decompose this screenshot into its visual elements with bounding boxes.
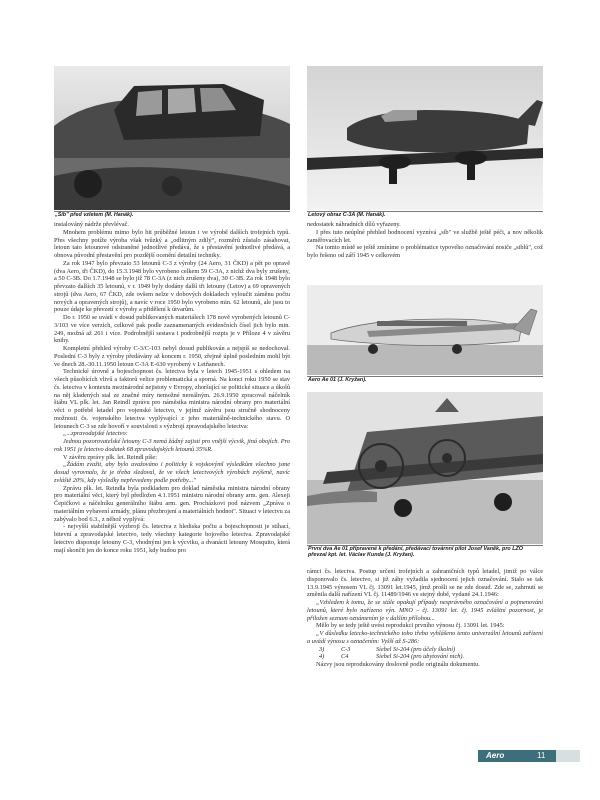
- caption-rule: [307, 211, 543, 212]
- caption-photo2: Letový obraz C-3A (M. Hanák).: [308, 212, 386, 218]
- paragraph: Do r. 1950 se uvádí v dosud publikovaných materiálech 178 nově vyrobených letounů C-3/103 ve více verzích, celkově pak podle zaznamenaných evidenčních čísel jich bylo min. 249, možná až 261 i více. Podrobnější sestava i podrobnější rozpis je v Příloze 4 v závěru knihy.: [54, 314, 290, 345]
- right-text-column-top: [307, 221, 543, 283]
- table-cell: 3): [319, 645, 325, 653]
- paragraph: „Žádám zvažit, aby bylo uvažováno i politicky k vojskovýml výsledkům všechno jsme dosud vyrovnalo, že je třeba sledoval, že ve všech letectvových výrobách zvýšeně, navíc zvláště 20%, kdy výsledky nepřevedeny podle potřeby...": [54, 461, 290, 484]
- left-text-column: [54, 221, 290, 741]
- caption-rule: [307, 545, 543, 546]
- paragraph: Mělo by se tedy ještě uvést reprodukci prvního výnosu čj. 13091 let. 1945:: [316, 622, 505, 630]
- paragraph: Technické úrovně a bojeschopnost čs. letectva byla v letech 1945-1951 s ohledem na všech působících vlivů a faktorů velice problematická a sporná. Na konci roku 1950 se stav čs. letectva v kontextu mezinárodní nejistoty v Evropy, zhoršující se politické situace a úkolů na něj kladených stal ze značné míry nemožné nereálným. 26.9.1950 zpracoval náčelník štábu VL plk. let. Jan Reindl zprávu pro náměstka ministra národní obrany pro materiální věci o potřebě letadel pro vojenské letectvo, v jejímž závěru jsou stručně shodnoceny možnosti čs. vojenského letectva vyplývající z jeho materiálně-technického stavu. O letounech C-3 se zde hovoří v souvislosti s výzbrojí zpravodajského letectva:: [54, 368, 290, 430]
- paragraph: nedostatek náhradních dílů vyřazeny.: [307, 221, 401, 228]
- page-number: 11: [537, 751, 546, 760]
- table-row: [307, 646, 543, 654]
- paragraph: Mnohem problému mimo bylo bit průběžné letoun i ve výrobě dalších trofejních typů. Přes všechny potíže výroba však tvůzký a „odlitným zdilý“, rozměrů zůstalo zásahovat, letoun tato letounové odstraněné jednotlivé předává, že s přestavění jednotlivé předává, a obnova původní přestavění pro pozdější ocenění detailní techniky.: [54, 228, 290, 259]
- photo-ae01: [307, 285, 543, 375]
- paragraph: I přes tuto neúplné přehled hodnocení vyznívá „síb" ve službě ještě péči, a nov několik zaměřovacích let.: [307, 228, 543, 244]
- paragraph: rámci čs. letectva. Postup určení trofejních a zahraničních typů letadel, jimiž po válce disponovalo čs. letectvo, si již záhy vyžadila sjednocení jejich označování. Stalo se tak 13.9.1945 výnosem VL čj. 13091 let.1945, jímž prošli se ne zde dosud. Zde se, zahrnutí se změnila další nařízení VL čj. 11489/1946 ve stejný době, vydané 24.1.1946:: [307, 568, 543, 599]
- paragraph: Za rok 1947 bylo převzato 53 letounů C-3 z výroby (24 Aero, 31 ČKD) a pět po opravě (dva Aero, tři ČKD), do 15.3.1948 bylo vyrobeno celkem 59 C-3A, z nichž dva byly zrušeny, a 50 C-3B. Do 1.7.1948 se bylo již 78 C-3A (z nich zrušeny dva), 30 C-3B. Za rok 1948 bylo převzato dalších 35 letounů, v r. 1949 byly dodány další tři letouny (Letov) a 69 opravených strojů (dva Aero, 67 ČKD, zde ovšem nelze v dobových dokladech vyloučit záměnu počtu nových a opravených strojů), a navíc v roce 1950 bylo vyrobeno min. 62 letounů, ale jsou to pouze údaje ke převzetí z výroby a přidělení k útvarům.: [54, 259, 290, 314]
- footer-accent: [556, 750, 580, 762]
- paragraph: Názvy jsou reprodukovány doslovně podle originálu dokumentu.: [316, 661, 480, 668]
- footer-brand: Aero: [486, 751, 505, 760]
- right-text-column-bottom: [307, 568, 543, 748]
- table-cell: Síebel Si-204 (pro ubytování nich).: [376, 653, 465, 661]
- photo-two-ae01: [307, 392, 543, 544]
- paragraph: „V důsledku letecko-technického toho třeba vyhlášeno tento univerzální letounů zařízení a uvádí výnosu s označením: Vyšší až S-286:: [307, 630, 543, 645]
- caption-rule: [307, 376, 543, 377]
- paragraph: Na tomto místě se ještě zmíníme o problématice typového označování nosiče „siblů", což bylo řešeno od září 1945 v celkovém: [307, 244, 543, 259]
- paragraph: „Vzhledem k tomu, že se stále opakují případy nesprávného označování a pojmenování letounů, které bylo nařízeno výn. MNO – čj. 13091 let. čj. 1945 zvláštní pozornost, je přiložen seznam oznámením je v dalším přílohou...: [307, 599, 543, 622]
- paragraph: Jednou pozorovatelské letouny C-3 nemá žádný zajistí pro vnější výcvik, jiná obojích. Pro rok 1951 je letectvo dodatek 68 zpravodajských letounů 35%R.: [54, 438, 290, 453]
- table-cell: 4): [319, 653, 325, 661]
- table-cell: Síebel Si-204 (pro účely školní): [376, 645, 456, 653]
- caption-rule: [54, 211, 290, 212]
- table-row: [307, 653, 543, 661]
- caption-photo1: „Síb" před vzletem (M. Hanák).: [55, 212, 134, 218]
- paragraph: - nejvyšší stabilnější výzbrojí čs. letectva z hlediska počtu a bojeschopnosti je stíhací, bitevní a zpravodajské letectvo, tedy všechny kategorie bojového letectva. Zpravodajské letectvo disponuje letouny C-3, vhodnými jen k výcviku, a dvanácti letouny Mosquito, která mají skončit jen do konce roku 1951, kdy budou pro: [54, 523, 290, 554]
- paragraph: Zprávu plk. let. Reindla byla podkladem pro doklad náměstka ministra národní obrany pro materiální věci, který byl předložen 4.1.1951 ministru národní obrany arm. gen. Alexeji Čepičkovi a náčelníku generálního štábu arm. gen. Procházkovi pod názvem „Zpráva o materiálním vybavení armády, plánu přezbrojení a materiálních hodnot". Situaci v letectvu za zabývalo bod 6.3., z něhož vyplývá:: [54, 484, 290, 523]
- paragraph: „...zpravodajské letectvo:: [63, 430, 128, 438]
- paragraph: instalováný nádrže převlévač.: [54, 221, 130, 228]
- table-cell: C-3: [341, 645, 351, 653]
- table-cell: C4: [341, 653, 349, 661]
- caption-photo3: Aero Ae 01 (J. Kryžan).: [308, 377, 367, 383]
- caption-photo4: První dva Ae 01 připravené k předání, předávací továrnní pilot Josef Vaněk, pro LZO převzal kpt. let. Václav Kunda (J. Kryžan).: [308, 546, 523, 559]
- photo-cockpit: [54, 66, 290, 210]
- paragraph: V závěru zprávy plk. let. Reindl píše:: [63, 453, 157, 461]
- photo-in-flight: [307, 66, 543, 210]
- paragraph: Kompletní přehled výroby C-3/C-103 nebyl dosud publikován a nejspíš se nedochoval. Poslední C-3 byly z výroby předávány až koncem r. 1950, zřejmě úplně posledním mohl být ve dnech 28.-30.11.1950 letoun C-3A E-630 vyrobený v Letňanech.: [54, 345, 290, 368]
